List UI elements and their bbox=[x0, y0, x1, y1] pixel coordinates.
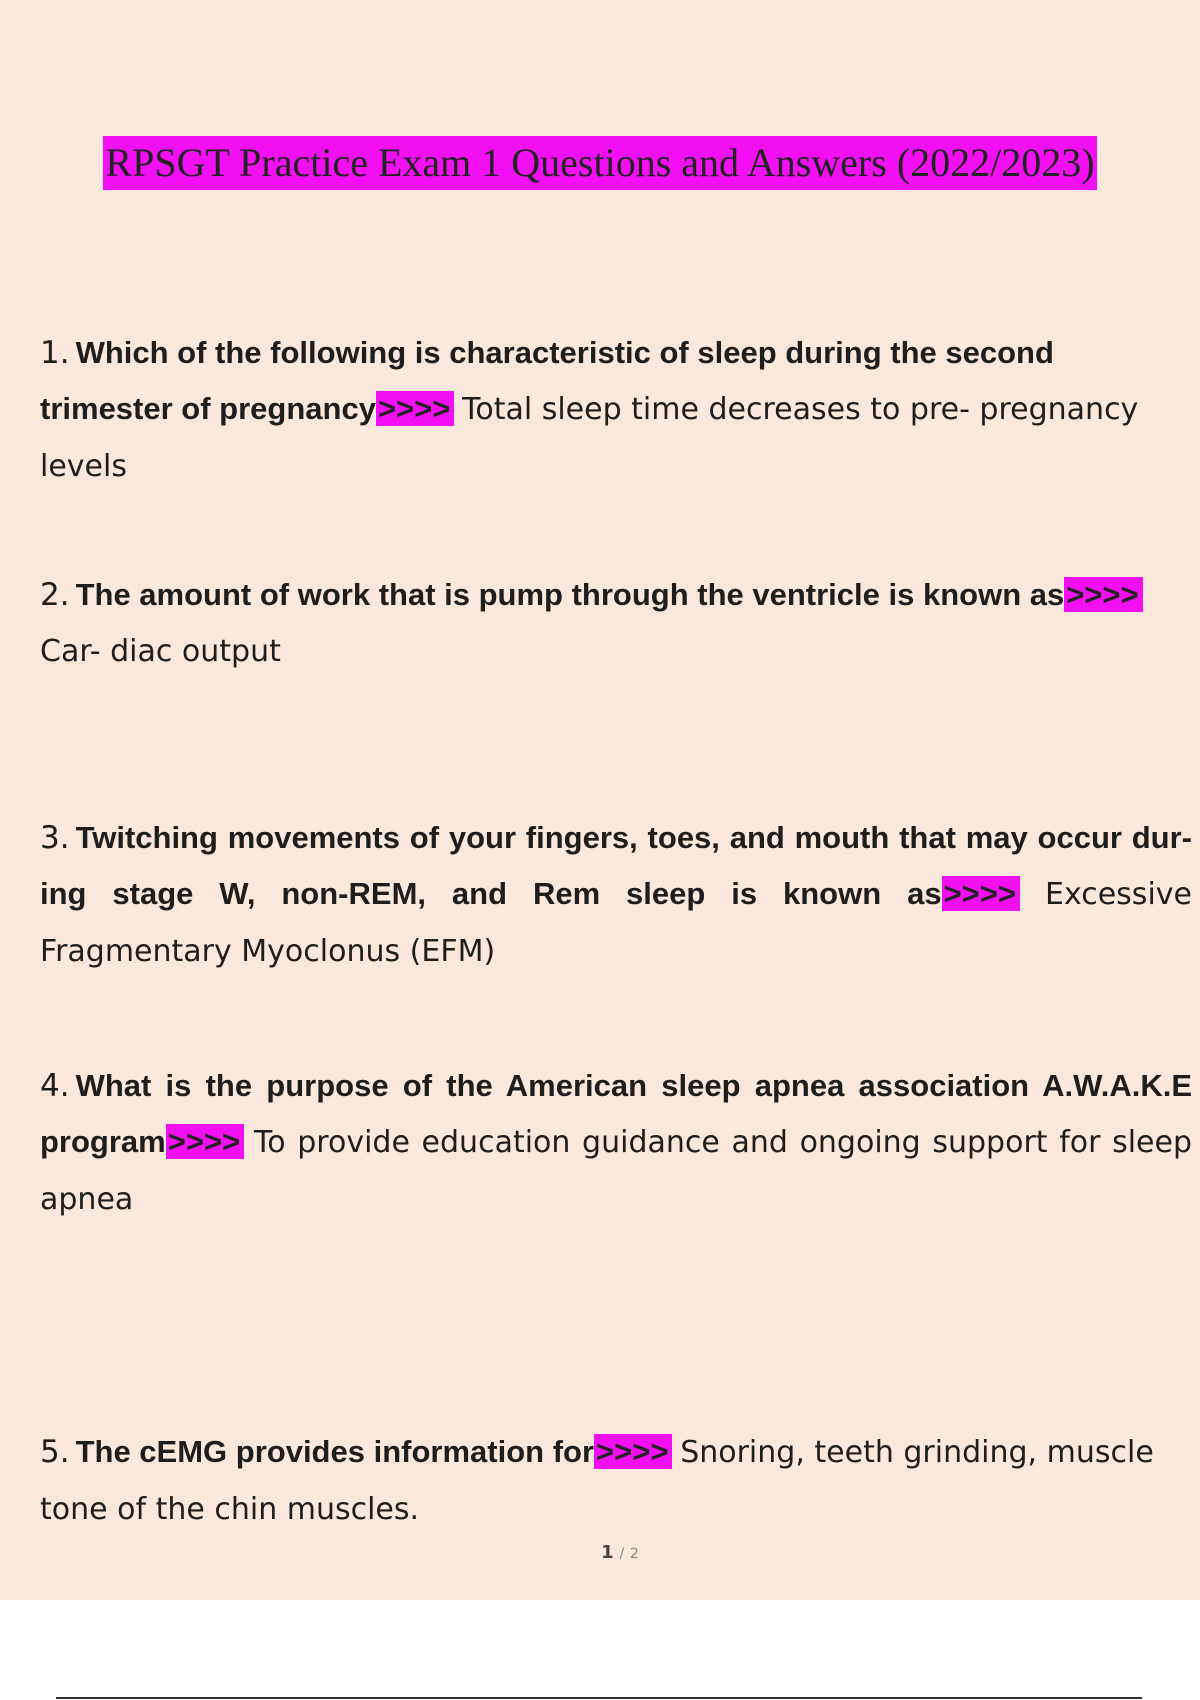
question-text: Which of the following is characteristic of sleep during the second trimester of pregnancy bbox=[40, 335, 1054, 426]
item-number: 3. bbox=[40, 820, 70, 856]
answer-separator: >>>> bbox=[166, 1124, 244, 1159]
answer-separator: >>>> bbox=[942, 876, 1020, 911]
answer-text: Total sleep time decreases to pre- pregnancy levels bbox=[40, 392, 1139, 484]
item-number: 5. bbox=[40, 1434, 70, 1470]
item-number: 2. bbox=[40, 577, 70, 613]
question-text: What is the purpose of the American sleep apnea association A.W.A.K.E program bbox=[40, 1068, 1192, 1159]
answer-text: Snoring, teeth grinding, muscle tone of the chin muscles. bbox=[40, 1435, 1154, 1527]
footer-divider bbox=[56, 1697, 1142, 1699]
page-separator: / bbox=[619, 1546, 625, 1562]
page-indicator bbox=[0, 1542, 1200, 1563]
answer-text: To provide education guidance and ongoing support for sleep apnea bbox=[40, 1125, 1193, 1217]
item-number: 1. bbox=[40, 335, 70, 371]
question-text: Twitching movements of your fingers, toes, and mouth that may occur dur- ing stage W, non-REM, and Rem sleep is known as bbox=[40, 820, 1192, 911]
qa-item-1 bbox=[40, 325, 1192, 495]
qa-item-4 bbox=[40, 1058, 1192, 1228]
answer-separator: >>>> bbox=[376, 391, 454, 426]
question-text: The amount of work that is pump through the ventricle is known as bbox=[75, 577, 1065, 612]
answer-text: Car- diac output bbox=[40, 634, 281, 669]
question-text: The cEMG provides information for bbox=[75, 1434, 595, 1469]
document-title: RPSGT Practice Exam 1 Questions and Answers (2022/2023) bbox=[103, 136, 1096, 190]
qa-item-2 bbox=[40, 567, 1192, 680]
qa-item-5 bbox=[40, 1424, 1192, 1538]
title-container bbox=[0, 136, 1200, 190]
answer-separator: >>>> bbox=[1064, 577, 1142, 612]
item-number: 4. bbox=[40, 1068, 70, 1104]
answer-text: Excessive Fragmentary Myoclonus (EFM) bbox=[40, 877, 1192, 969]
current-page-number: 1 bbox=[601, 1542, 614, 1563]
total-pages: 2 bbox=[629, 1546, 639, 1562]
answer-separator: >>>> bbox=[594, 1434, 672, 1469]
qa-item-3 bbox=[40, 810, 1192, 980]
